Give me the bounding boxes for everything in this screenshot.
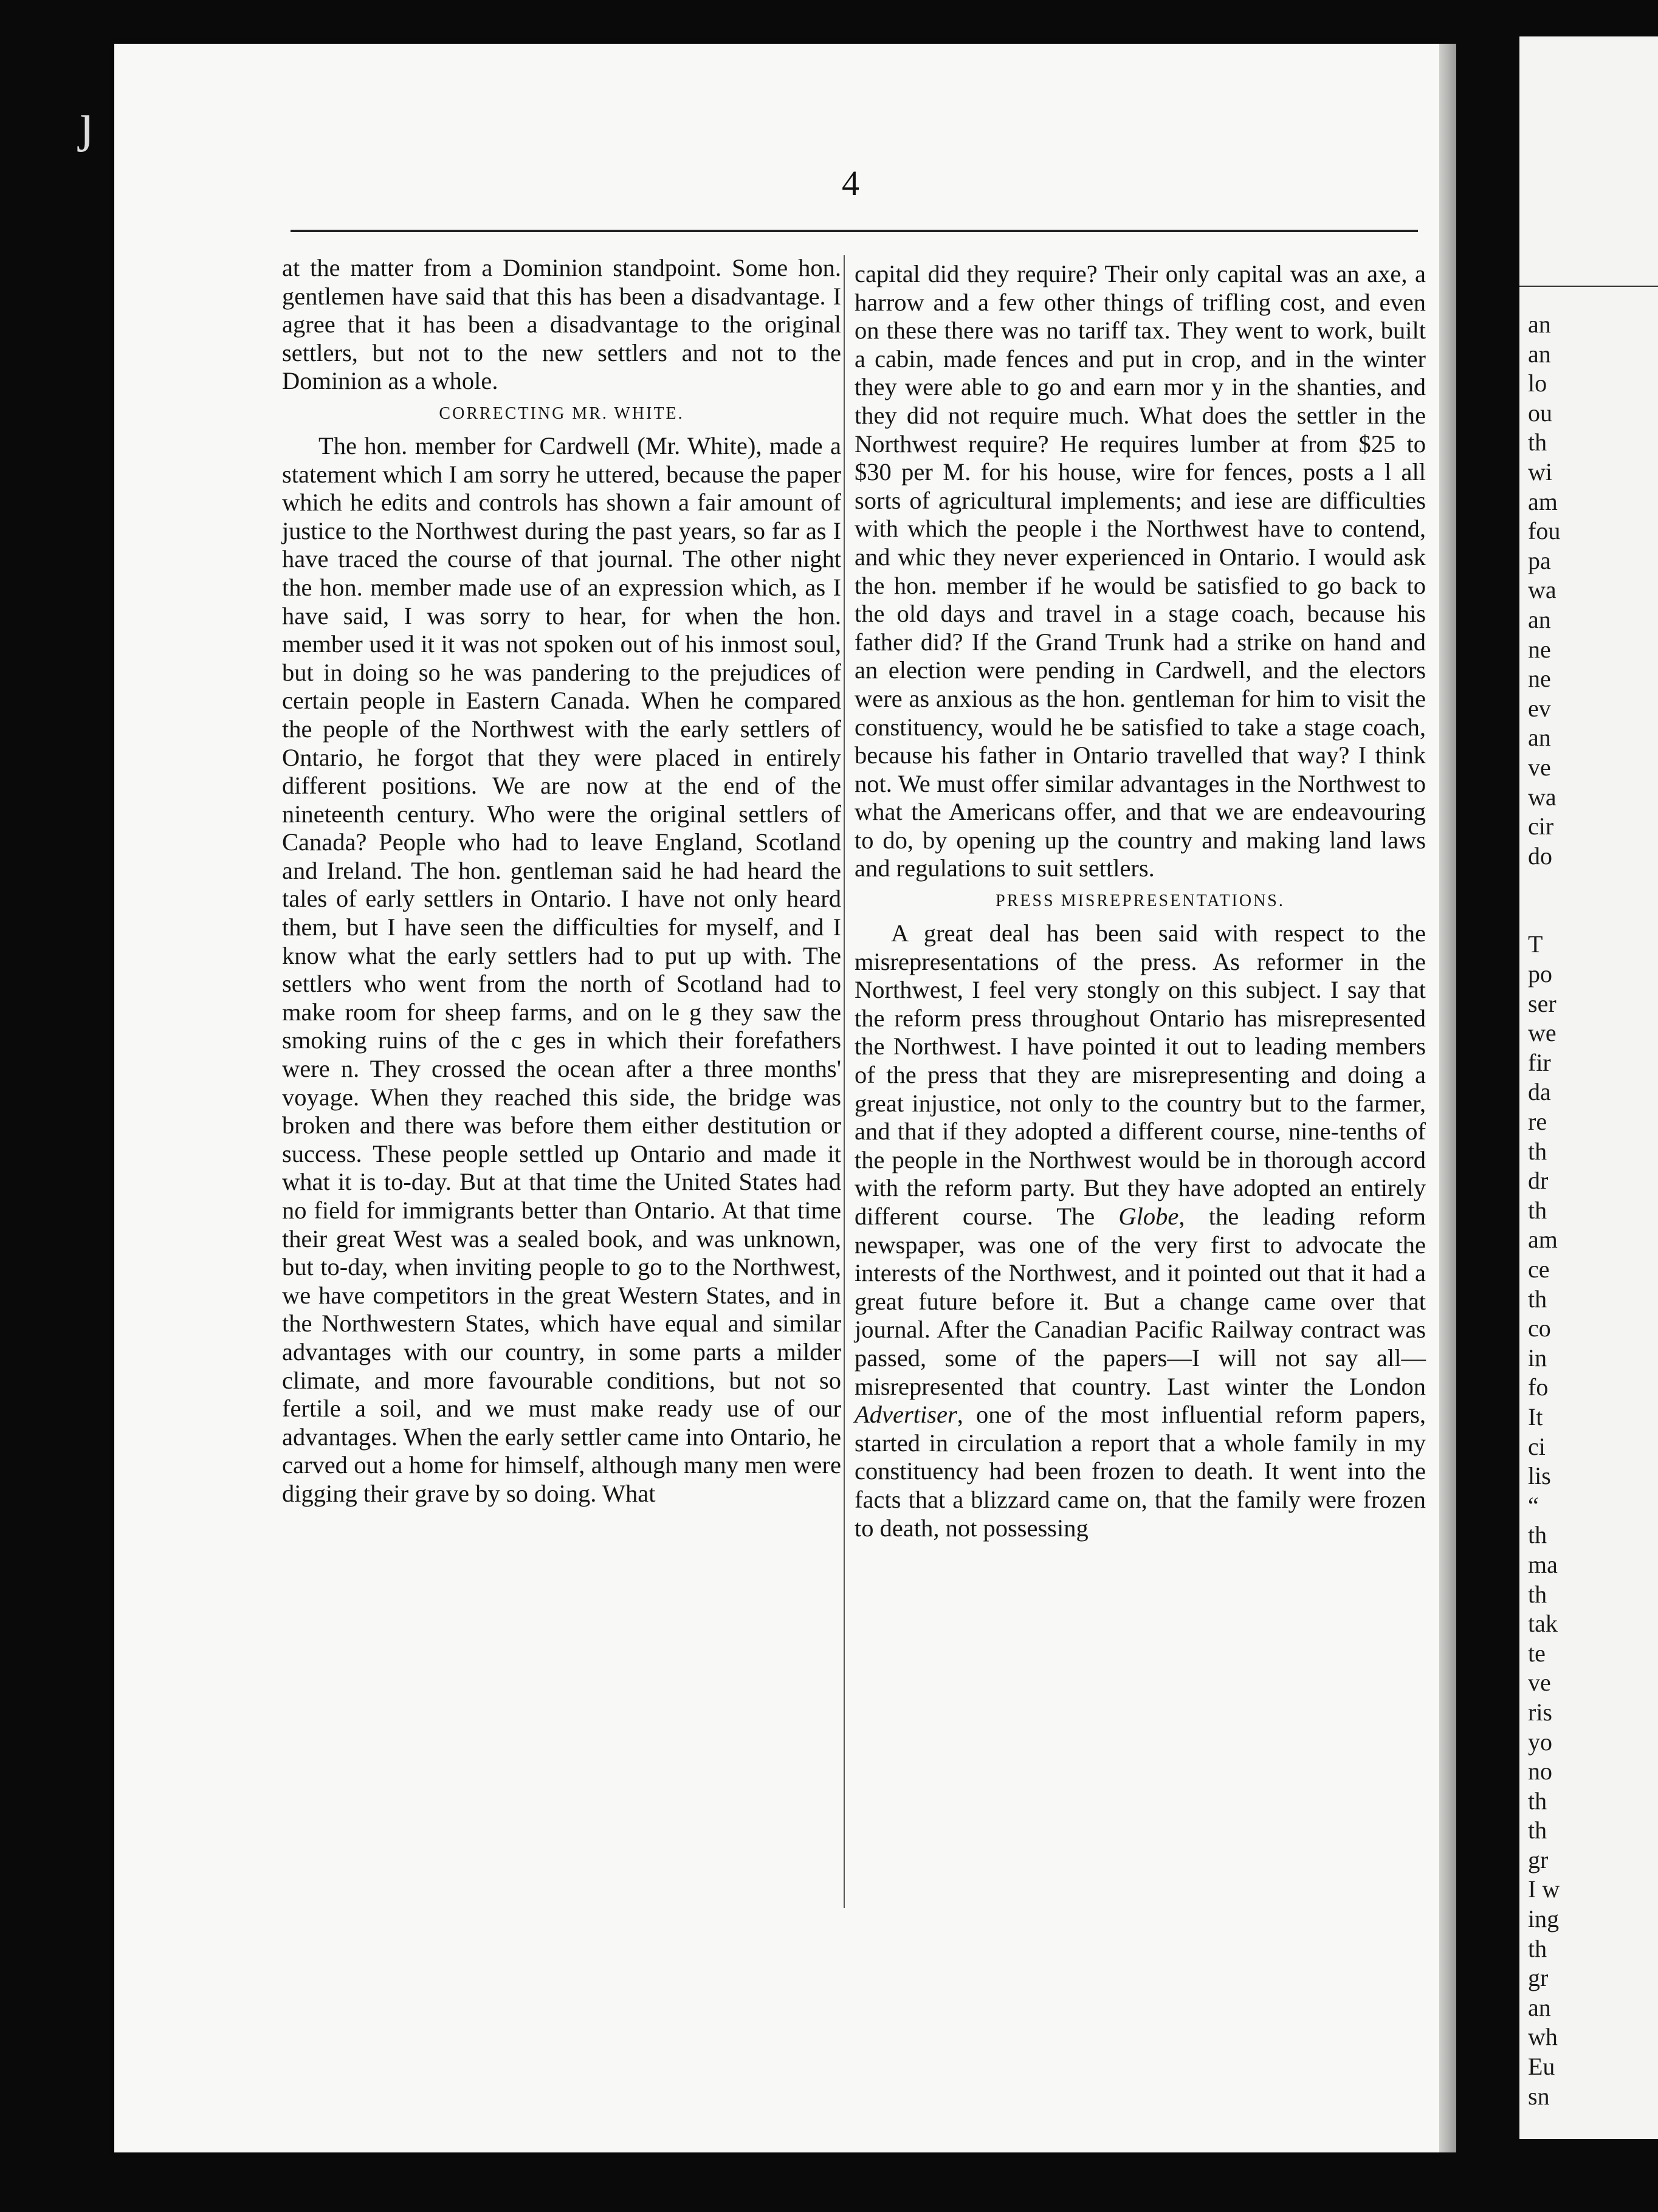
header-rule: [291, 230, 1418, 232]
page-edge: [1439, 44, 1456, 2152]
press-text-3: , one of the most influential reform papers, started in circulation a report that a whole family in my constituency had been frozen to death. It went into the facts that a blizzard came on, that the family were frozen to death, not possessing: [855, 1401, 1426, 1542]
adjacent-page-text: an an lo ou th wi am fou pa wa an ne ne ev an ve wa cir do T po ser we fir da re th dr th am ce th co in fo It ci lis “ th ma th tak te ve ris yo no th th gr I w ing th gr an wh Eu sn: [1528, 311, 1561, 2110]
press-text-2: , the leading reform newspaper, was one of the very first to advocate the interests of the Northwest, and it pointed out that it had a great future before it. But a change came over that journal. After the Canadian Pacific Railway contract was passed, some of the papers—I will not say all—misrepresented that country. Last winter the London: [855, 1203, 1426, 1400]
column-divider: [844, 255, 845, 1908]
advertiser-title: Advertiser: [855, 1401, 957, 1429]
paragraph-intro: at the matter from a Dominion standpoint. Some hon. gentlemen have said that this has been a disadvantage. I agree that it has been a disadvantage to the original settlers, but not to the new settlers and not to the Dominion as a whole.: [282, 254, 841, 395]
paragraph-continued: capital did they require? Their only capital was an axe, a harrow and a few other things of trifling cost, and even on these there was no tariff tax. They went to work, built a cabin, made fences and put in crop, and in the winter they were able to go and earn mor y in the shanties, and they did not require much. What does the settler in the Northwest require? He requires lumber at from $25 to $30 per M. for his house, wire for fences, posts a l all sorts of agricultural implements; and iese are difficulties with which the people i the Northwest have to contend, and whic they never experienced in Ontario. I would ask the hon. member if he would be satisfied to go back to the old days and travel in a stage coach, because his father did? If the Grand Trunk had a strike on hand and an election were pending in Cardwell, and the electors were as anxious as the hon. gentleman for him to visit the constituency, would he be satisfied to take a stage coach, because his father in Ontario travelled that way? I think not. We must offer similar advantages in the Northwest to what the Americans offer, and that we are endeavouring to do, by opening up the country and making land laws and regulations to suit settlers.: [855, 260, 1426, 882]
section-heading-press: PRESS MISREPRESENTATIONS.: [996, 891, 1285, 911]
paragraph-main: The hon. member for Cardwell (Mr. White), made a statement which I am sorry he uttered, because the paper which he edits and controls has shown a fair amount of justice to the Northwest during the past years, so far as I have traced the course of that journal. The other night the hon. member made use of an expression which, as I have said, I was sorry to hear, for when the hon. member used it it was not spoken out of his inmost soul, but in doing so he was pandering to the prejudices of certain people in Eastern Canada. When he compared the people of the Northwest with the early settlers of Ontario, he forgot that they were placed in entirely different positions. We are now at the end of the nineteenth century. Who were the original settlers of Canada? People who had to leave England, Scotland and Ireland. The hon. gentleman said he had heard the tales of early settlers in Ontario. I have not only heard them, but I have seen the difficulties for myself, and I know what the early settlers had to put up with. The settlers who went from the north of Scotland had to make room for sheep farms, and on le g they saw the smoking ruins of the c ges in which their forefathers were n. They crossed the ocean after a three months' voyage. When they reached this side, the bridge was broken and there was before them either destitution or success. These people settled up Ontario and made it what it is to-day. But at that time the United States had no field for immigrants better than Ontario. At that time their great West was a sealed book, and was unknown, but to-day, when inviting people to go to the Northwest, we have competitors in the great Western States, and in the Northwestern States, which have equal and similar advantages with our country, in some parts a milder climate, and more favourable conditions, but not so fertile a soil, and we must make ready use of our advantages. When the early settler came into Ontario, he carved out a home for himself, although many men were digging their grave by so doing. What: [282, 431, 841, 1507]
adjacent-page-rule: [1519, 286, 1658, 287]
left-column: [282, 254, 841, 1508]
adjacent-page: [1519, 36, 1658, 2139]
page-number: 4: [842, 163, 859, 203]
paragraph-press: [855, 919, 1426, 1542]
right-column: [855, 260, 1426, 1542]
scan-mark: ȷ: [79, 92, 95, 153]
section-heading-correcting: CORRECTING MR. WHITE.: [439, 404, 684, 423]
press-text-1: A great deal has been said with respect to the misrepresentations of the press. As reformer in the Northwest, I feel very stongly on this subject. I say that the reform press throughout Ontario has misrepresented the Northwest. I have pointed it out to leading members of the press that they are misrepresenting and doing a great injustice, not only to the country but to the farmer, and that if they adopted a different course, nine-tenths of the people in the Northwest would be in thorough accord with the reform party. But they have adopted an entirely different course. The: [855, 919, 1426, 1230]
globe-title: Globe: [1118, 1203, 1179, 1230]
